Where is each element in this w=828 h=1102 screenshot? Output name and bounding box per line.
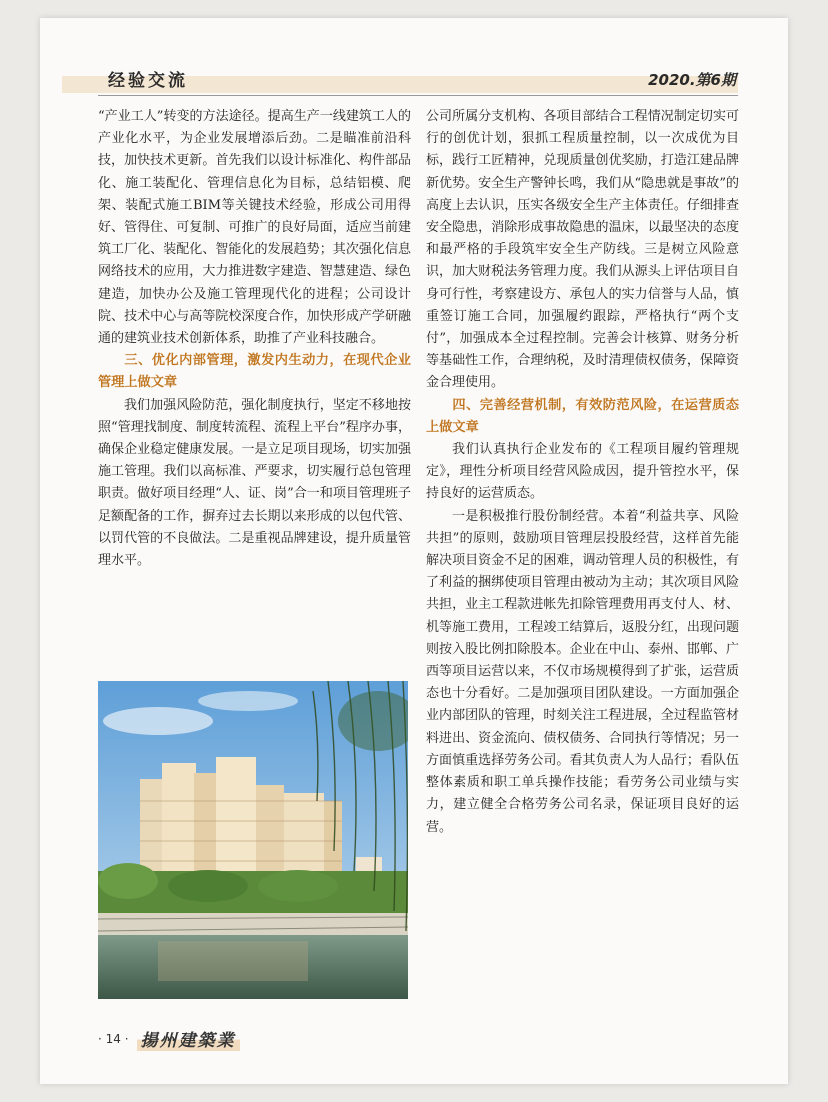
footer — [98, 1026, 240, 1051]
right-column — [426, 106, 739, 839]
residential-towers-photo — [98, 681, 408, 999]
page-number: · 14 · — [98, 1031, 129, 1046]
left-column — [98, 106, 411, 572]
issue-label: 2020.第6期 — [648, 71, 736, 89]
body-paragraph: 我们加强风险防范，强化制度执行，坚定不移地按照“管理找制度、制度转流程、流程上平台”程序办事，确保企业稳定健康发展。一是立足项目现场，切实加强施工管理。我们以高标准、严要求，切实履行总包管理职责。做好项目经理“人、证、岗”合一和项目管理班子足额配备的工作，摒弃过去长期以来形成的以包代管、以罚代管的不良做法。二是重视品牌建设，提升质量管理水平。 — [98, 397, 411, 569]
body-paragraph: “产业工人”转变的方法途径。提高生产一线建筑工人的产业化水平，为企业发展增添后劲。二是瞄准前沿科技，加快技术更新。首先我们以设计标准化、构件部品化、施工装配化、管理信息化为目标，总结铝模、爬架、装配式施工BIM等关键技术经验，形成公司用得好、管得住、可复制、可推广的良好局面，适应当前建筑工厂化、装配化、智能化的发展趋势；其次强化信息网络技术的应用，大力推进数字建造、智慧建造、绿色建造，加快办公及施工管理现代化的进程；公司设计院、技术中心与高等院校深度合作，加快形成产学研融通的建筑业技术创新体系，助推了产业科技融合。 — [98, 109, 411, 347]
section-heading: 四、完善经营机制，有效防范风险，在运营质态上做文章 — [426, 397, 739, 435]
section-title: 经验交流 — [108, 71, 188, 91]
header-divider — [98, 95, 738, 96]
body-paragraph: 我们认真执行企业发布的《工程项目履约管理规定》，理性分析项目经营风险成因，提升管控水平，保持良好的运营质态。 — [426, 442, 739, 502]
body-paragraph: 一是积极推行股份制经营。本着“利益共享、风险共担”的原则，鼓励项目管理层投股经营，这样首先能解决项目资金不足的困难，调动管理人员的积极性，有了利益的捆绑使项目管理由被动为主动；其次项目风险共担，业主工程款进帐先扣除管理费用再支付人、材、机等施工费用，工程竣工结算后，返股分红，出现问题则按入股比例扣除股本。企业在中山、泰州、邯郸、广西等项目运营以来，不仅市场规模得到了扩张，运营质态也十分看好。二是加强项目团队建设。一方面加强企业内部团队的管理，时刻关注工程进展，全过程监管材料进出、资金流向、债权债务、合同执行等情况；另一方面慎重选择劳务公司。看其负责人为人品行；看队伍整体素质和职工单兵操作技能；看劳务公司业绩与实力，建立健全合格劳务公司名录，保证项目良好的运营。 — [426, 508, 739, 835]
body-paragraph: 公司所属分支机构、各项目部结合工程情况制定切实可行的创优计划，狠抓工程质量控制，以一次成优为目标，践行工匠精神，兑现质量创优奖励，打造江建品牌新优势。安全生产警钟长鸣，我们从“隐患就是事故”的高度上去认识，压实各级安全生产主体责任。仔细排查安全隐患，消除形成事故隐患的温床，以最坚决的态度和最严格的手段筑牢安全生产防线。三是树立风险意识，加大财税法务管理力度。我们从源头上评估项目自身可行性，考察建设方、承包人的实力信誉与人品，慎重签订施工合同，加强履约跟踪，严格执行“两个支付”，加强成本全过程控制。完善会计核算、财务分析等基础性工作，合理纳税，及时清理债权债务，保障资金合理使用。 — [426, 109, 739, 391]
magazine-title: 揚州建築業 — [137, 1026, 240, 1051]
section-heading: 三、优化内部管理，激发内生动力，在现代企业管理上做文章 — [98, 353, 411, 391]
